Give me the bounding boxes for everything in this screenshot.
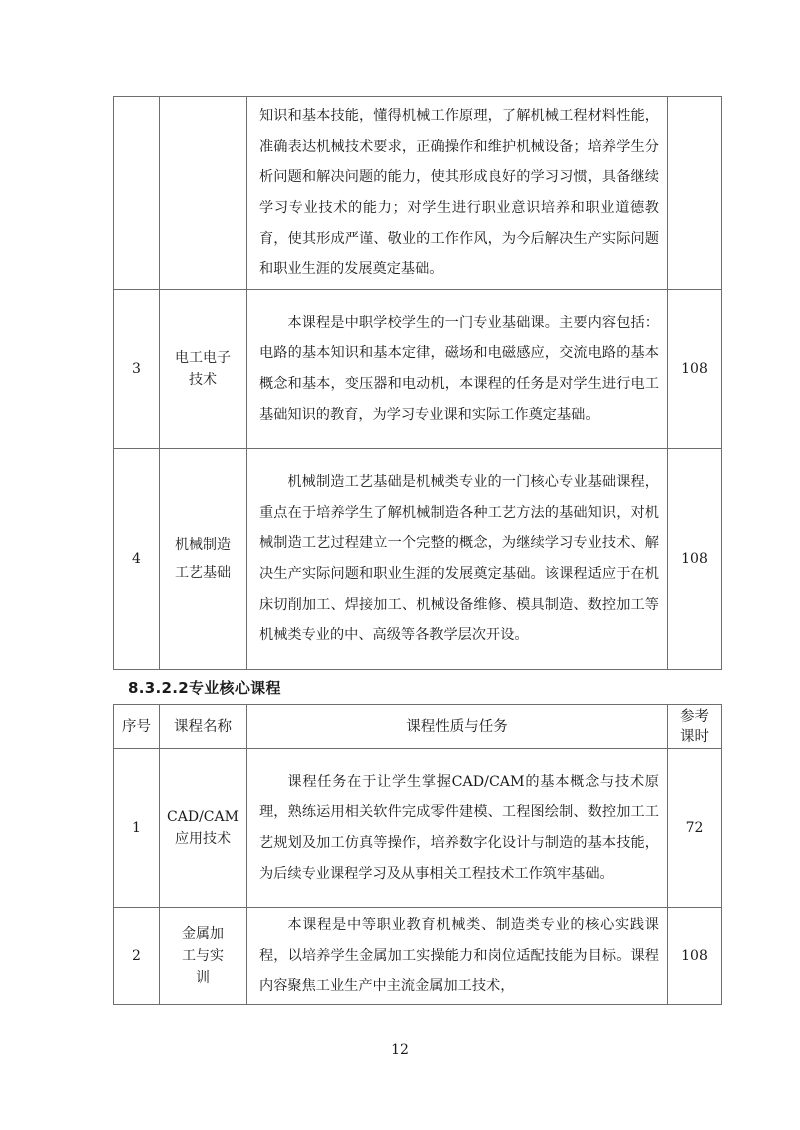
table-row (114, 449, 722, 670)
course-name-line3: 训 (196, 969, 210, 986)
course-name (160, 749, 247, 908)
course-description (247, 290, 668, 449)
table-row (114, 290, 722, 449)
course-name-line2: 应用技术 (175, 831, 231, 847)
row-number (114, 97, 160, 290)
course-hours: 108 (668, 908, 722, 1005)
course-hours: 108 (668, 290, 722, 449)
course-hours: 108 (668, 449, 722, 670)
general-course-table-continued (113, 96, 722, 670)
header-description: 课程性质与任务 (247, 705, 668, 749)
description-text: 机械制造工艺基础是机械类专业的一门核心专业基础课程，重点在于培养学生了解机械制造各种工艺方法的基础知识，对机械制造工艺过程建立一个完整的概念，为继续学习专业技术、解决生产实际问题和职业生涯的发展奠定基础。该课程适应于在机床切削加工、焊接加工、机械设备维修、模具制造、数控加工等机械类专业的中、高级等各教学层次开设。 (259, 474, 659, 644)
description-text: 本课程是中等职业教育机械类、制造类专业的核心实践课程，以培养学生金属加工实操能力和岗位适配技能为目标。课程内容聚焦工业生产中主流金属加工技术， (259, 917, 659, 995)
table-header-row (114, 705, 722, 749)
course-name-line1: 金属加 (182, 925, 224, 942)
table-row (114, 749, 722, 908)
course-name-text: 电工电子技术 (175, 350, 231, 388)
table-row (114, 908, 722, 1005)
course-name-line2: 工与实 (182, 947, 224, 964)
header-hours-line2: 课时 (680, 728, 709, 745)
row-number: 3 (114, 290, 160, 449)
header-hours-line1: 参考 (680, 708, 709, 725)
core-course-table (113, 704, 722, 1005)
course-hours: 72 (668, 749, 722, 908)
course-name-line1: CAD/CAM (167, 809, 239, 825)
course-description (247, 97, 668, 290)
section-heading: 8.3.2.2专业核心课程 (128, 679, 281, 697)
row-number: 1 (114, 749, 160, 908)
course-name (160, 908, 247, 1005)
header-course-name: 课程名称 (160, 705, 247, 749)
description-text: 本课程是中职学校学生的一门专业基础课。主要内容包括：电路的基本知识和基本定律，磁场和电磁感应，交流电路的基本概念和基本，变压器和电动机，本课程的任务是对学生进行电工基础知识的教育，为学习专业课和实际工作奠定基础。 (259, 314, 659, 423)
header-number: 序号 (114, 705, 160, 749)
page-number: 12 (391, 1042, 409, 1058)
course-hours (668, 97, 722, 290)
course-description (247, 908, 668, 1005)
description-text: 课程任务在于让学生掌握CAD/CAM的基本概念与技术原理，熟练运用相关软件完成零件建模、工程图绘制、数控加工工艺规划及加工仿真等操作，培养数字化设计与制造的基本技能，为后续专业课程学习及从事相关工程技术工作筑牢基础。 (259, 773, 659, 882)
header-hours (668, 705, 722, 749)
table-row (114, 97, 722, 290)
course-name (160, 290, 247, 449)
course-name (160, 97, 247, 290)
description-text: 知识和基本技能，懂得机械工作原理，了解机械工程材料性能，准确表达机械技术要求，正确操作和维护机械设备；培养学生分析问题和解决问题的能力，使其形成良好的学习习惯，具备继续学习专业技术的能力；对学生进行职业意识培养和职业道德教育，使其形成严谨、敬业的工作作风，为今后解决生产实际问题和职业生涯的发展奠定基础。 (259, 108, 659, 278)
course-description (247, 449, 668, 670)
course-name (160, 449, 247, 670)
course-name-text: 机械制造工艺基础 (175, 537, 231, 581)
row-number: 4 (114, 449, 160, 670)
row-number: 2 (114, 908, 160, 1005)
course-description (247, 749, 668, 908)
